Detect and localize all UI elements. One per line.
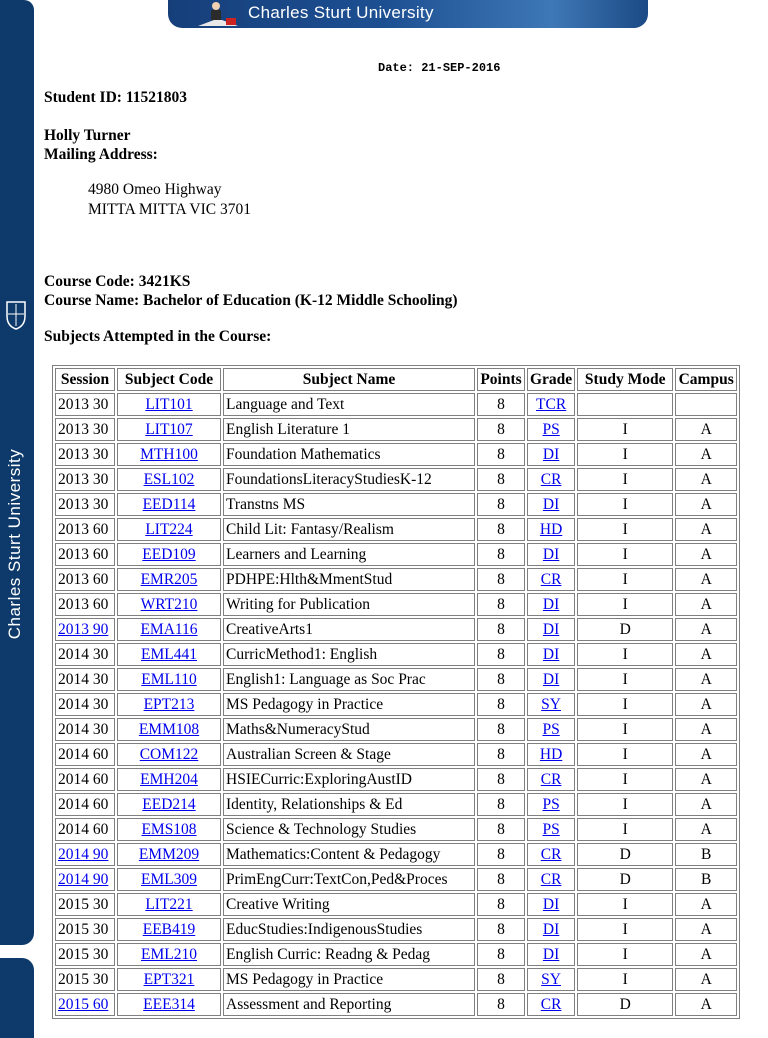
session-cell: 2014 30: [55, 693, 115, 716]
study-mode-cell: I: [577, 643, 673, 666]
subject-code-cell[interactable]: [117, 618, 221, 641]
subject-code-cell[interactable]: [117, 918, 221, 941]
session-cell: 2013 60: [55, 543, 115, 566]
table-row: [55, 818, 737, 841]
session-cell: 2014 30: [55, 668, 115, 691]
campus-cell: A: [675, 493, 737, 516]
subject-name-cell: MS Pedagogy in Practice: [223, 968, 475, 991]
campus-cell: A: [675, 993, 737, 1016]
subject-code-cell-link[interactable]: LIT224: [145, 520, 193, 538]
grade-cell[interactable]: [527, 468, 575, 491]
subject-code-cell-link[interactable]: EEB419: [142, 920, 196, 938]
grade-cell[interactable]: [527, 593, 575, 616]
grade-cell-link[interactable]: PS: [542, 795, 560, 813]
subject-code-cell[interactable]: [117, 968, 221, 991]
course-code-label: Course Code:: [44, 273, 135, 290]
study-mode-cell: I: [577, 568, 673, 591]
subject-code-cell-link[interactable]: COM122: [139, 745, 199, 763]
subject-code-cell[interactable]: [117, 393, 221, 416]
campus-cell: A: [675, 893, 737, 916]
sidebar-bottom-tab: [0, 958, 34, 1038]
points-cell: 8: [477, 693, 525, 716]
table-row: [55, 718, 737, 741]
session-cell-link[interactable]: 2013 90: [58, 620, 109, 638]
points-cell: 8: [477, 993, 525, 1016]
col-header-campus: Campus: [675, 368, 737, 391]
subject-name-cell: English Curric: Readng & Pedag: [223, 943, 475, 966]
campus-cell: A: [675, 418, 737, 441]
grade-cell-link[interactable]: PS: [542, 420, 560, 438]
campus-cell: B: [675, 843, 737, 866]
points-cell: 8: [477, 893, 525, 916]
col-header-session: Session: [55, 368, 115, 391]
student-id-line: [44, 89, 187, 107]
table-row: [55, 618, 737, 641]
grade-cell-link[interactable]: DI: [542, 645, 560, 663]
points-cell: 8: [477, 593, 525, 616]
table-row: [55, 493, 737, 516]
subject-name-cell: EducStudies:IndigenousStudies: [223, 918, 475, 941]
study-mode-cell: I: [577, 793, 673, 816]
col-header-grade: Grade: [527, 368, 575, 391]
campus-cell: B: [675, 868, 737, 891]
grade-cell-link[interactable]: DI: [542, 920, 560, 938]
study-mode-cell: I: [577, 943, 673, 966]
study-mode-cell: D: [577, 868, 673, 891]
study-mode-cell: I: [577, 593, 673, 616]
points-cell: 8: [477, 518, 525, 541]
grade-cell[interactable]: [527, 568, 575, 591]
course-code-value: 3421KS: [138, 273, 191, 290]
campus-cell: A: [675, 793, 737, 816]
subject-code-cell-link[interactable]: EED109: [142, 545, 196, 563]
session-cell: 2015 30: [55, 918, 115, 941]
subject-name-cell: PrimEngCurr:TextCon,Ped&Proces: [223, 868, 475, 891]
subject-name-cell: Learners and Learning: [223, 543, 475, 566]
table-row: [55, 993, 737, 1016]
grade-cell[interactable]: [527, 493, 575, 516]
campus-cell: A: [675, 643, 737, 666]
grade-cell[interactable]: [527, 793, 575, 816]
subject-name-cell: Assessment and Reporting: [223, 993, 475, 1016]
study-mode-cell: I: [577, 768, 673, 791]
subject-code-cell-link[interactable]: ESL102: [143, 470, 195, 488]
subject-code-cell[interactable]: [117, 693, 221, 716]
grade-cell[interactable]: [527, 743, 575, 766]
table-row: [55, 943, 737, 966]
table-row: [55, 543, 737, 566]
subject-name-cell: Foundation Mathematics: [223, 443, 475, 466]
campus-cell: A: [675, 618, 737, 641]
subject-code-cell[interactable]: [117, 818, 221, 841]
study-mode-cell: [577, 393, 673, 416]
table-row: [55, 893, 737, 916]
table-row: [55, 393, 737, 416]
table-row: [55, 468, 737, 491]
campus-cell: A: [675, 593, 737, 616]
university-banner: [168, 0, 648, 28]
points-cell: 8: [477, 918, 525, 941]
mailing-address-label: Mailing Address:: [44, 146, 158, 163]
campus-cell: A: [675, 968, 737, 991]
grade-cell-link[interactable]: CR: [540, 470, 562, 488]
subject-code-cell-link[interactable]: MTH100: [140, 445, 198, 463]
grade-cell-link[interactable]: TCR: [536, 395, 567, 413]
points-cell: 8: [477, 418, 525, 441]
points-cell: 8: [477, 643, 525, 666]
campus-cell: A: [675, 543, 737, 566]
subject-name-cell: Writing for Publication: [223, 593, 475, 616]
subject-code-cell[interactable]: [117, 743, 221, 766]
points-cell: 8: [477, 443, 525, 466]
points-cell: 8: [477, 718, 525, 741]
subject-name-cell: Maths&NumeracyStud: [223, 718, 475, 741]
col-header-subject-name: Subject Name: [223, 368, 475, 391]
address-line-2: MITTA MITTA VIC 3701: [88, 201, 251, 218]
grade-cell-link[interactable]: PS: [542, 820, 560, 838]
points-cell: 8: [477, 393, 525, 416]
student-figure-icon: [178, 0, 248, 28]
session-cell: 2013 60: [55, 518, 115, 541]
grade-cell[interactable]: [527, 768, 575, 791]
subject-code-cell[interactable]: [117, 943, 221, 966]
sidebar-brand-strip: [0, 0, 34, 945]
subject-code-cell-link[interactable]: EMS108: [141, 820, 197, 838]
session-cell: 2014 60: [55, 768, 115, 791]
grade-cell-link[interactable]: DI: [542, 445, 560, 463]
grade-cell[interactable]: [527, 393, 575, 416]
campus-cell: A: [675, 918, 737, 941]
grade-cell-link[interactable]: HD: [539, 520, 563, 538]
subject-code-cell[interactable]: [117, 793, 221, 816]
session-cell[interactable]: [55, 868, 115, 891]
points-cell: 8: [477, 818, 525, 841]
subject-code-cell-link[interactable]: EMA116: [140, 620, 198, 638]
subject-name-cell: Identity, Relationships & Ed: [223, 793, 475, 816]
subject-name-cell: CurricMethod1: English: [223, 643, 475, 666]
subject-code-cell[interactable]: [117, 443, 221, 466]
table-row: [55, 668, 737, 691]
subject-name-cell: Science & Technology Studies: [223, 818, 475, 841]
subject-code-cell[interactable]: [117, 768, 221, 791]
table-row: [55, 418, 737, 441]
grade-cell[interactable]: [527, 943, 575, 966]
subject-code-cell[interactable]: [117, 868, 221, 891]
study-mode-cell: I: [577, 443, 673, 466]
address-line-1: 4980 Omeo Highway: [88, 181, 222, 198]
subject-name-cell: HSIECurric:ExploringAustID: [223, 768, 475, 791]
session-cell: 2015 30: [55, 893, 115, 916]
table-row: [55, 568, 737, 591]
subject-code-cell[interactable]: [117, 493, 221, 516]
study-mode-cell: D: [577, 843, 673, 866]
col-header-points: Points: [477, 368, 525, 391]
table-row: [55, 693, 737, 716]
session-cell: 2013 30: [55, 493, 115, 516]
subject-name-cell: Mathematics:Content & Pedagogy: [223, 843, 475, 866]
session-cell: 2015 30: [55, 943, 115, 966]
subject-name-cell: CreativeArts1: [223, 618, 475, 641]
points-cell: 8: [477, 568, 525, 591]
subject-code-cell[interactable]: [117, 468, 221, 491]
date-label: Date:: [378, 61, 415, 75]
subject-code-cell[interactable]: [117, 718, 221, 741]
subject-code-cell-link[interactable]: EED114: [142, 495, 196, 513]
grade-cell-link[interactable]: CR: [540, 845, 562, 863]
points-cell: 8: [477, 943, 525, 966]
points-cell: 8: [477, 743, 525, 766]
course-name-line: [44, 292, 457, 310]
points-cell: 8: [477, 468, 525, 491]
session-cell: 2013 60: [55, 593, 115, 616]
session-cell: 2014 60: [55, 743, 115, 766]
subject-code-cell[interactable]: [117, 568, 221, 591]
grade-cell[interactable]: [527, 918, 575, 941]
grade-cell-link[interactable]: DI: [542, 620, 560, 638]
grade-cell[interactable]: [527, 818, 575, 841]
subject-code-cell[interactable]: [117, 543, 221, 566]
grade-cell[interactable]: [527, 518, 575, 541]
study-mode-cell: I: [577, 693, 673, 716]
grade-cell[interactable]: [527, 718, 575, 741]
study-mode-cell: I: [577, 743, 673, 766]
student-name: Holly Turner: [44, 127, 131, 144]
grade-cell-link[interactable]: DI: [542, 945, 560, 963]
university-crest-icon: [5, 300, 27, 330]
subject-name-cell: Language and Text: [223, 393, 475, 416]
points-cell: 8: [477, 618, 525, 641]
subject-code-cell[interactable]: [117, 893, 221, 916]
subject-code-cell[interactable]: [117, 668, 221, 691]
session-cell: 2013 30: [55, 418, 115, 441]
subject-name-cell: Child Lit: Fantasy/Realism: [223, 518, 475, 541]
study-mode-cell: D: [577, 993, 673, 1016]
study-mode-cell: I: [577, 518, 673, 541]
grade-cell-link[interactable]: DI: [542, 670, 560, 688]
study-mode-cell: I: [577, 668, 673, 691]
session-cell-link[interactable]: 2014 90: [58, 870, 109, 888]
subject-code-cell-link[interactable]: EEE314: [143, 995, 195, 1013]
subject-code-cell-link[interactable]: EML309: [141, 870, 197, 888]
student-id-label: Student ID:: [44, 89, 122, 106]
table-row: [55, 868, 737, 891]
study-mode-cell: I: [577, 968, 673, 991]
campus-cell: A: [675, 718, 737, 741]
study-mode-cell: I: [577, 893, 673, 916]
study-mode-cell: I: [577, 718, 673, 741]
grade-cell-link[interactable]: DI: [542, 495, 560, 513]
campus-cell: A: [675, 518, 737, 541]
subject-code-cell-link[interactable]: EPT213: [143, 695, 195, 713]
study-mode-cell: I: [577, 493, 673, 516]
session-cell: 2014 60: [55, 793, 115, 816]
session-cell: 2013 30: [55, 443, 115, 466]
campus-cell: A: [675, 693, 737, 716]
subject-code-cell[interactable]: [117, 843, 221, 866]
campus-cell: A: [675, 468, 737, 491]
grade-cell[interactable]: [527, 618, 575, 641]
subject-code-cell[interactable]: [117, 418, 221, 441]
points-cell: 8: [477, 493, 525, 516]
study-mode-cell: I: [577, 918, 673, 941]
table-row: [55, 768, 737, 791]
session-cell-link[interactable]: 2014 90: [58, 845, 109, 863]
table-row: [55, 843, 737, 866]
grade-cell-link[interactable]: HD: [539, 745, 563, 763]
campus-cell: A: [675, 443, 737, 466]
campus-cell: A: [675, 818, 737, 841]
subject-code-cell-link[interactable]: EMH204: [140, 770, 198, 788]
subject-name-cell: PDHPE:Hlth&MmentStud: [223, 568, 475, 591]
grade-cell[interactable]: [527, 993, 575, 1016]
grade-cell[interactable]: [527, 418, 575, 441]
points-cell: 8: [477, 968, 525, 991]
study-mode-cell: I: [577, 418, 673, 441]
campus-cell: A: [675, 568, 737, 591]
points-cell: 8: [477, 793, 525, 816]
date-value: 21-SEP-2016: [421, 61, 501, 75]
points-cell: 8: [477, 843, 525, 866]
grade-cell[interactable]: [527, 893, 575, 916]
session-cell: 2014 30: [55, 643, 115, 666]
subject-name-cell: English1: Language as Soc Prac: [223, 668, 475, 691]
subject-code-cell[interactable]: [117, 593, 221, 616]
table-row: [55, 743, 737, 766]
session-cell: 2013 60: [55, 568, 115, 591]
study-mode-cell: I: [577, 543, 673, 566]
grade-cell-link[interactable]: CR: [540, 570, 562, 588]
points-cell: 8: [477, 543, 525, 566]
session-cell: 2014 60: [55, 818, 115, 841]
grade-cell-link[interactable]: CR: [540, 995, 562, 1013]
col-header-subject-code: Subject Code: [117, 368, 221, 391]
subject-code-cell-link[interactable]: LIT221: [145, 895, 193, 913]
subjects-table-body: [55, 393, 737, 1016]
subject-code-cell[interactable]: [117, 518, 221, 541]
course-name-value: Bachelor of Education (K-12 Middle Schooling): [143, 292, 458, 309]
study-mode-cell: D: [577, 618, 673, 641]
points-cell: 8: [477, 668, 525, 691]
grade-cell-link[interactable]: CR: [540, 870, 562, 888]
course-code-line: [44, 273, 190, 291]
subjects-heading: Subjects Attempted in the Course:: [44, 328, 272, 345]
study-mode-cell: I: [577, 468, 673, 491]
session-cell: 2015 30: [55, 968, 115, 991]
session-cell: 2013 30: [55, 468, 115, 491]
grade-cell-link[interactable]: DI: [542, 545, 560, 563]
subject-code-cell-link[interactable]: EML441: [141, 645, 197, 663]
subjects-table: [52, 365, 740, 1019]
grade-cell[interactable]: [527, 643, 575, 666]
session-cell: 2014 30: [55, 718, 115, 741]
subject-name-cell: FoundationsLiteracyStudiesK-12: [223, 468, 475, 491]
subject-name-cell: Australian Screen & Stage: [223, 743, 475, 766]
campus-cell: A: [675, 943, 737, 966]
subject-code-cell[interactable]: [117, 993, 221, 1016]
grade-cell[interactable]: [527, 693, 575, 716]
campus-cell: A: [675, 668, 737, 691]
grade-cell-link[interactable]: SY: [541, 695, 561, 713]
subject-code-cell-link[interactable]: EMM209: [138, 845, 200, 863]
report-date: [378, 61, 500, 75]
student-id-value: 11521803: [125, 89, 187, 106]
table-row: [55, 918, 737, 941]
subject-code-cell-link[interactable]: EED214: [142, 795, 196, 813]
grade-cell[interactable]: [527, 668, 575, 691]
subject-name-cell: MS Pedagogy in Practice: [223, 693, 475, 716]
table-row: [55, 643, 737, 666]
session-cell[interactable]: [55, 843, 115, 866]
table-row: [55, 793, 737, 816]
grade-cell-link[interactable]: SY: [541, 970, 561, 988]
grade-cell[interactable]: [527, 843, 575, 866]
grade-cell-link[interactable]: DI: [542, 895, 560, 913]
grade-cell-link[interactable]: PS: [542, 720, 560, 738]
study-mode-cell: I: [577, 818, 673, 841]
table-row: [55, 518, 737, 541]
subject-name-cell: English Literature 1: [223, 418, 475, 441]
points-cell: 8: [477, 868, 525, 891]
table-row: [55, 593, 737, 616]
grade-cell[interactable]: [527, 968, 575, 991]
campus-cell: A: [675, 743, 737, 766]
session-cell[interactable]: [55, 993, 115, 1016]
grade-cell[interactable]: [527, 443, 575, 466]
course-name-label: Course Name:: [44, 292, 140, 309]
session-cell: 2013 30: [55, 393, 115, 416]
subject-code-cell-link[interactable]: EMM108: [138, 720, 200, 738]
subject-name-cell: Creative Writing: [223, 893, 475, 916]
session-cell-link[interactable]: 2015 60: [58, 995, 109, 1013]
sidebar-brand-text: Charles Sturt University: [5, 448, 24, 640]
subject-code-cell[interactable]: [117, 643, 221, 666]
table-row: [55, 443, 737, 466]
table-row: [55, 968, 737, 991]
grade-cell[interactable]: [527, 543, 575, 566]
campus-cell: [675, 393, 737, 416]
subject-code-cell-link[interactable]: EML210: [141, 945, 197, 963]
grade-cell-link[interactable]: DI: [542, 595, 560, 613]
subject-code-cell-link[interactable]: LIT101: [145, 395, 193, 413]
campus-cell: A: [675, 768, 737, 791]
table-header-row: [55, 368, 737, 391]
subject-code-cell-link[interactable]: WRT210: [140, 595, 198, 613]
points-cell: 8: [477, 768, 525, 791]
banner-title: Charles Sturt University: [248, 3, 434, 22]
subject-code-cell-link[interactable]: LIT107: [145, 420, 193, 438]
session-cell[interactable]: [55, 618, 115, 641]
grade-cell[interactable]: [527, 868, 575, 891]
subject-code-cell-link[interactable]: EPT321: [143, 970, 195, 988]
subject-name-cell: Transtns MS: [223, 493, 475, 516]
col-header-study-mode: Study Mode: [577, 368, 673, 391]
grade-cell-link[interactable]: CR: [540, 770, 562, 788]
subject-code-cell-link[interactable]: EMR205: [140, 570, 198, 588]
subject-code-cell-link[interactable]: EML110: [141, 670, 197, 688]
